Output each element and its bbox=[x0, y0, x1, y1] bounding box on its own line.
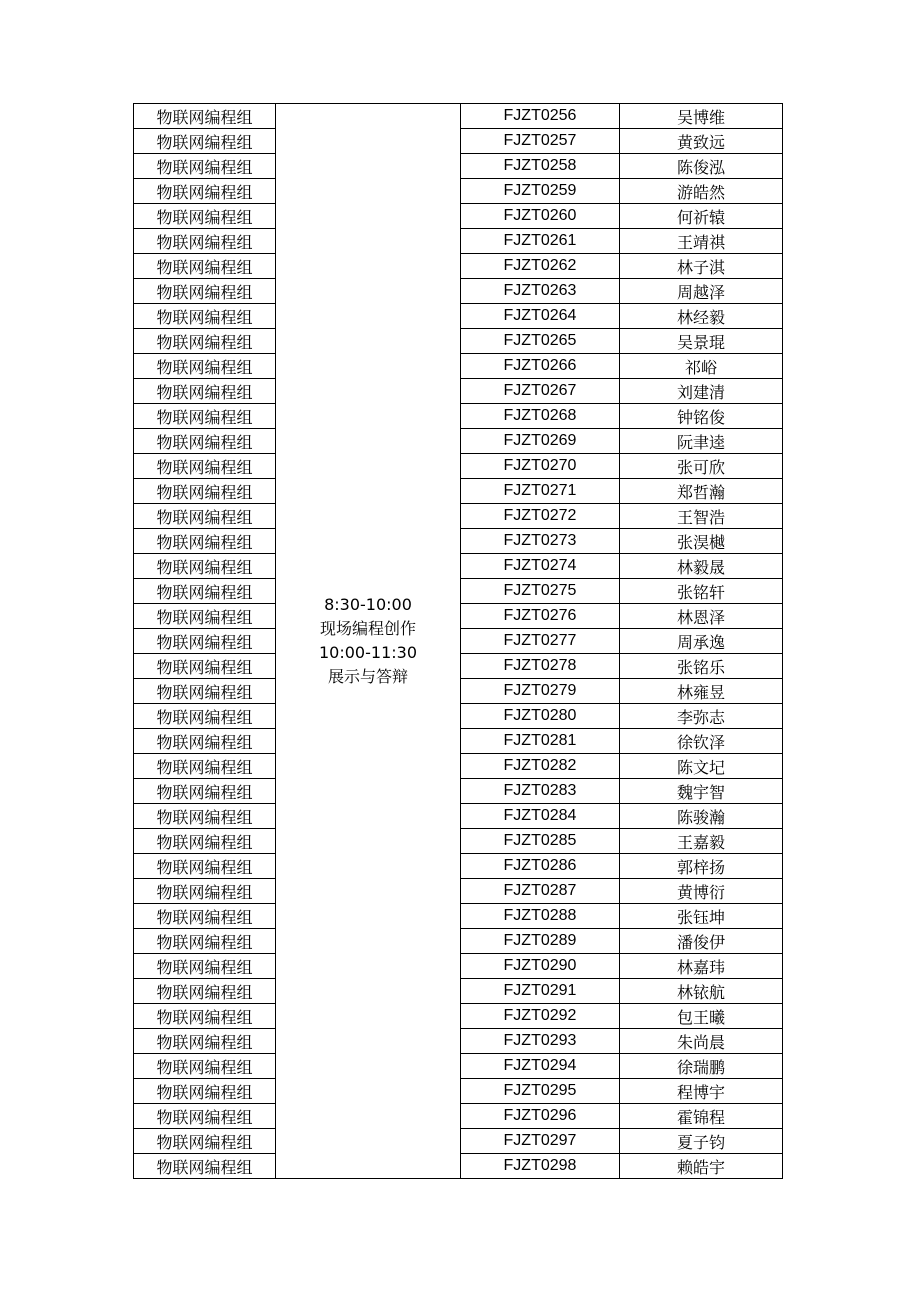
participant-id-cell: FJZT0264 bbox=[461, 304, 620, 329]
participant-name-cell: 潘俊伊 bbox=[620, 929, 783, 954]
group-cell: 物联网编程组 bbox=[134, 1079, 276, 1104]
group-cell: 物联网编程组 bbox=[134, 404, 276, 429]
group-cell: 物联网编程组 bbox=[134, 879, 276, 904]
participant-name-cell: 魏宇智 bbox=[620, 779, 783, 804]
participant-id-cell: FJZT0295 bbox=[461, 1079, 620, 1104]
participant-name-cell: 刘建清 bbox=[620, 379, 783, 404]
participant-id-cell: FJZT0265 bbox=[461, 329, 620, 354]
participant-name-cell: 王嘉毅 bbox=[620, 829, 783, 854]
participant-id-cell: FJZT0291 bbox=[461, 979, 620, 1004]
participant-id-cell: FJZT0262 bbox=[461, 254, 620, 279]
group-cell: 物联网编程组 bbox=[134, 254, 276, 279]
participant-id-cell: FJZT0257 bbox=[461, 129, 620, 154]
group-cell: 物联网编程组 bbox=[134, 604, 276, 629]
participant-id-cell: FJZT0289 bbox=[461, 929, 620, 954]
participant-name-cell: 程博宇 bbox=[620, 1079, 783, 1104]
participant-name-cell: 周承逸 bbox=[620, 629, 783, 654]
participant-name-cell: 李弥志 bbox=[620, 704, 783, 729]
participant-id-cell: FJZT0271 bbox=[461, 479, 620, 504]
participant-name-cell: 包王曦 bbox=[620, 1004, 783, 1029]
group-cell: 物联网编程组 bbox=[134, 129, 276, 154]
participant-name-cell: 黄博衍 bbox=[620, 879, 783, 904]
participant-name-cell: 郑哲瀚 bbox=[620, 479, 783, 504]
participant-id-cell: FJZT0297 bbox=[461, 1129, 620, 1154]
participant-name-cell: 夏子钧 bbox=[620, 1129, 783, 1154]
group-cell: 物联网编程组 bbox=[134, 754, 276, 779]
participant-id-cell: FJZT0298 bbox=[461, 1154, 620, 1179]
participant-id-cell: FJZT0261 bbox=[461, 229, 620, 254]
group-cell: 物联网编程组 bbox=[134, 154, 276, 179]
schedule-line: 10:00-11:30 bbox=[319, 643, 417, 662]
participant-id-cell: FJZT0256 bbox=[461, 104, 620, 129]
participant-name-cell: 张铭乐 bbox=[620, 654, 783, 679]
participant-id-cell: FJZT0260 bbox=[461, 204, 620, 229]
participant-name-cell: 黄致远 bbox=[620, 129, 783, 154]
schedule-table bbox=[133, 103, 783, 1179]
group-cell: 物联网编程组 bbox=[134, 454, 276, 479]
participant-id-cell: FJZT0285 bbox=[461, 829, 620, 854]
participant-name-cell: 徐钦泽 bbox=[620, 729, 783, 754]
schedule-table-body bbox=[134, 104, 783, 1179]
participant-name-cell: 林子淇 bbox=[620, 254, 783, 279]
group-cell: 物联网编程组 bbox=[134, 929, 276, 954]
group-cell: 物联网编程组 bbox=[134, 954, 276, 979]
group-cell: 物联网编程组 bbox=[134, 904, 276, 929]
group-cell: 物联网编程组 bbox=[134, 979, 276, 1004]
participant-id-cell: FJZT0292 bbox=[461, 1004, 620, 1029]
participant-name-cell: 郭梓扬 bbox=[620, 854, 783, 879]
participant-name-cell: 何祈辕 bbox=[620, 204, 783, 229]
group-cell: 物联网编程组 bbox=[134, 504, 276, 529]
group-cell: 物联网编程组 bbox=[134, 1104, 276, 1129]
participant-name-cell: 王智浩 bbox=[620, 504, 783, 529]
group-cell: 物联网编程组 bbox=[134, 629, 276, 654]
participant-name-cell: 吴博维 bbox=[620, 104, 783, 129]
group-cell: 物联网编程组 bbox=[134, 1054, 276, 1079]
participant-name-cell: 张可欣 bbox=[620, 454, 783, 479]
participant-id-cell: FJZT0288 bbox=[461, 904, 620, 929]
participant-name-cell: 陈骏瀚 bbox=[620, 804, 783, 829]
participant-name-cell: 王靖祺 bbox=[620, 229, 783, 254]
participant-id-cell: FJZT0293 bbox=[461, 1029, 620, 1054]
group-cell: 物联网编程组 bbox=[134, 1029, 276, 1054]
participant-id-cell: FJZT0275 bbox=[461, 579, 620, 604]
participant-id-cell: FJZT0281 bbox=[461, 729, 620, 754]
participant-name-cell: 张钰坤 bbox=[620, 904, 783, 929]
participant-name-cell: 林雍昱 bbox=[620, 679, 783, 704]
participant-id-cell: FJZT0290 bbox=[461, 954, 620, 979]
participant-name-cell: 林经毅 bbox=[620, 304, 783, 329]
schedule-line: 展示与答辩 bbox=[327, 667, 408, 686]
table-row bbox=[134, 104, 783, 129]
group-cell: 物联网编程组 bbox=[134, 1004, 276, 1029]
participant-id-cell: FJZT0269 bbox=[461, 429, 620, 454]
participant-name-cell: 祁峪 bbox=[620, 354, 783, 379]
participant-name-cell: 张铭轩 bbox=[620, 579, 783, 604]
participant-id-cell: FJZT0284 bbox=[461, 804, 620, 829]
participant-name-cell: 钟铭俊 bbox=[620, 404, 783, 429]
participant-id-cell: FJZT0279 bbox=[461, 679, 620, 704]
participant-name-cell: 林恩泽 bbox=[620, 604, 783, 629]
group-cell: 物联网编程组 bbox=[134, 379, 276, 404]
participant-id-cell: FJZT0259 bbox=[461, 179, 620, 204]
participant-id-cell: FJZT0280 bbox=[461, 704, 620, 729]
group-cell: 物联网编程组 bbox=[134, 804, 276, 829]
participant-id-cell: FJZT0277 bbox=[461, 629, 620, 654]
group-cell: 物联网编程组 bbox=[134, 854, 276, 879]
participant-name-cell: 周越泽 bbox=[620, 279, 783, 304]
participant-id-cell: FJZT0267 bbox=[461, 379, 620, 404]
group-cell: 物联网编程组 bbox=[134, 579, 276, 604]
group-cell: 物联网编程组 bbox=[134, 329, 276, 354]
participant-id-cell: FJZT0278 bbox=[461, 654, 620, 679]
participant-id-cell: FJZT0296 bbox=[461, 1104, 620, 1129]
participant-name-cell: 林毅晟 bbox=[620, 554, 783, 579]
group-cell: 物联网编程组 bbox=[134, 829, 276, 854]
group-cell: 物联网编程组 bbox=[134, 429, 276, 454]
participant-id-cell: FJZT0263 bbox=[461, 279, 620, 304]
participant-name-cell: 霍锦程 bbox=[620, 1104, 783, 1129]
group-cell: 物联网编程组 bbox=[134, 229, 276, 254]
participant-name-cell: 吴景琨 bbox=[620, 329, 783, 354]
participant-name-cell: 赖皓宇 bbox=[620, 1154, 783, 1179]
participant-id-cell: FJZT0283 bbox=[461, 779, 620, 804]
participant-id-cell: FJZT0287 bbox=[461, 879, 620, 904]
participant-name-cell: 徐瑞鹏 bbox=[620, 1054, 783, 1079]
group-cell: 物联网编程组 bbox=[134, 679, 276, 704]
group-cell: 物联网编程组 bbox=[134, 729, 276, 754]
participant-id-cell: FJZT0268 bbox=[461, 404, 620, 429]
group-cell: 物联网编程组 bbox=[134, 779, 276, 804]
group-cell: 物联网编程组 bbox=[134, 354, 276, 379]
participant-id-cell: FJZT0282 bbox=[461, 754, 620, 779]
participant-name-cell: 张淏樾 bbox=[620, 529, 783, 554]
participant-name-cell: 陈俊泓 bbox=[620, 154, 783, 179]
group-cell: 物联网编程组 bbox=[134, 104, 276, 129]
group-cell: 物联网编程组 bbox=[134, 529, 276, 554]
participant-id-cell: FJZT0274 bbox=[461, 554, 620, 579]
participant-id-cell: FJZT0258 bbox=[461, 154, 620, 179]
participant-name-cell: 阮聿逵 bbox=[620, 429, 783, 454]
participant-name-cell: 陈文圮 bbox=[620, 754, 783, 779]
participant-name-cell: 朱尚晨 bbox=[620, 1029, 783, 1054]
group-cell: 物联网编程组 bbox=[134, 704, 276, 729]
group-cell: 物联网编程组 bbox=[134, 654, 276, 679]
participant-id-cell: FJZT0294 bbox=[461, 1054, 620, 1079]
participant-id-cell: FJZT0272 bbox=[461, 504, 620, 529]
group-cell: 物联网编程组 bbox=[134, 304, 276, 329]
group-cell: 物联网编程组 bbox=[134, 1154, 276, 1179]
group-cell: 物联网编程组 bbox=[134, 204, 276, 229]
schedule-time-cell bbox=[276, 104, 461, 1179]
schedule-line: 8:30-10:00 bbox=[324, 595, 412, 614]
participant-name-cell: 游皓然 bbox=[620, 179, 783, 204]
participant-id-cell: FJZT0276 bbox=[461, 604, 620, 629]
group-cell: 物联网编程组 bbox=[134, 1129, 276, 1154]
participant-id-cell: FJZT0266 bbox=[461, 354, 620, 379]
group-cell: 物联网编程组 bbox=[134, 554, 276, 579]
group-cell: 物联网编程组 bbox=[134, 179, 276, 204]
participant-id-cell: FJZT0273 bbox=[461, 529, 620, 554]
group-cell: 物联网编程组 bbox=[134, 479, 276, 504]
participant-id-cell: FJZT0286 bbox=[461, 854, 620, 879]
group-cell: 物联网编程组 bbox=[134, 279, 276, 304]
participant-name-cell: 林铱航 bbox=[620, 979, 783, 1004]
participant-id-cell: FJZT0270 bbox=[461, 454, 620, 479]
participant-name-cell: 林嘉玮 bbox=[620, 954, 783, 979]
schedule-line: 现场编程创作 bbox=[319, 619, 416, 638]
